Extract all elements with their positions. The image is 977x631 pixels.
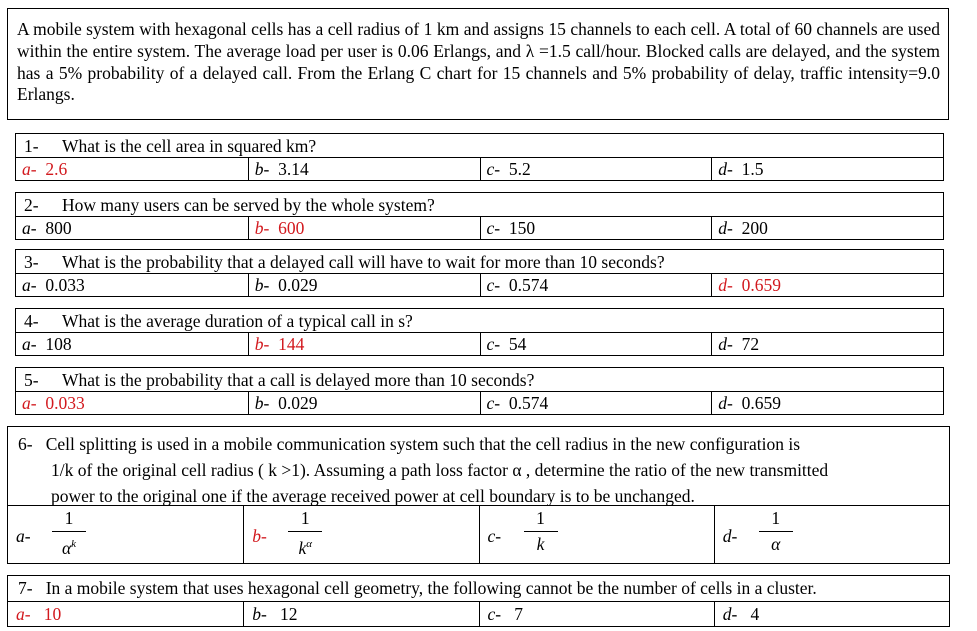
question-2-stem: 2- How many users can be served by the whole system? — [16, 193, 943, 217]
option-c[interactable]: c- 7 — [479, 602, 714, 626]
question-5-stem: 5- What is the probability that a call is delayed more than 10 seconds? — [16, 368, 943, 392]
option-d[interactable]: d- 1.5 — [711, 158, 943, 180]
option-a[interactable]: a- 0.033 — [22, 275, 85, 295]
option-c[interactable]: c- 150 — [480, 217, 712, 239]
question-1-stem: 1- What is the cell area in squared km? — [16, 134, 943, 158]
fraction: 1 k — [524, 508, 558, 554]
question-6 — [7, 426, 950, 564]
question-3-stem: 3- What is the probability that a delayed call will have to wait for more than 10 seconds? — [16, 250, 943, 274]
problem-statement: A mobile system with hexagonal cells has a cell radius of 1 km and assigns 15 channels to each cell. A total of 60 channels are used within the entire system. The average load per user is 0.06 Erlangs, and λ =1.5 call/hour. Blocked calls are delayed, and the system has a 5% probability of a delayed call. From the Erlang C chart for 15 channels and 5% probability of delay, traffic intensity=9.0 Erlangs. — [7, 8, 949, 120]
option-d[interactable]: d- 1 α — [714, 506, 949, 564]
option-d[interactable]: d- 4 — [714, 602, 949, 626]
fraction: 1 $\alpha^k$ — [52, 508, 86, 554]
option-a[interactable]: a- 2.6 — [22, 159, 68, 179]
fraction: 1 $k^\alpha$ — [288, 508, 322, 554]
question-7-stem: 7- In a mobile system that uses hexagonal cell geometry, the following cannot be the number of cells in a cluster. — [8, 576, 949, 602]
question-5 — [15, 367, 944, 415]
question-3 — [15, 249, 944, 297]
option-c[interactable]: c- 0.574 — [480, 392, 712, 414]
option-d[interactable]: d- 200 — [711, 217, 943, 239]
question-6-stem: 6- Cell splitting is used in a mobile communication system such that the cell radius in the new configuration is 1/k of the original cell radius ( k >1). Assuming a path loss factor α , determine the ratio of the new transmitted power to the original one if the average received power at cell boundary is to be unchanged. — [8, 427, 949, 506]
question-7 — [7, 575, 950, 627]
option-b[interactable]: b- 0.029 — [248, 392, 480, 414]
option-b[interactable]: b- 1 $k^\alpha$ — [243, 506, 478, 564]
fraction: 1 α — [759, 508, 793, 554]
option-a[interactable]: a- 800 — [22, 218, 72, 238]
option-a[interactable]: a- 108 — [22, 334, 72, 354]
question-1 — [15, 133, 944, 181]
option-b[interactable]: b- 12 — [243, 602, 478, 626]
question-4 — [15, 308, 944, 356]
option-a[interactable]: a- 1 $\alpha^k$ — [8, 506, 243, 564]
option-d[interactable]: d- 72 — [711, 333, 943, 355]
option-c[interactable]: c- 54 — [480, 333, 712, 355]
option-d[interactable]: d- 0.659 — [711, 392, 943, 414]
question-2 — [15, 192, 944, 240]
option-b[interactable]: b- 0.029 — [248, 274, 480, 296]
question-4-stem: 4- What is the average duration of a typical call in s? — [16, 309, 943, 333]
option-c[interactable]: c- 1 k — [479, 506, 714, 564]
option-a[interactable]: a- 0.033 — [22, 393, 85, 413]
option-b[interactable]: b- 600 — [248, 217, 480, 239]
option-c[interactable]: c- 0.574 — [480, 274, 712, 296]
option-b[interactable]: b- 144 — [248, 333, 480, 355]
option-a[interactable]: a- 10 — [16, 604, 62, 624]
option-c[interactable]: c- 5.2 — [480, 158, 712, 180]
option-d[interactable]: d- 0.659 — [711, 274, 943, 296]
option-b[interactable]: b- 3.14 — [248, 158, 480, 180]
